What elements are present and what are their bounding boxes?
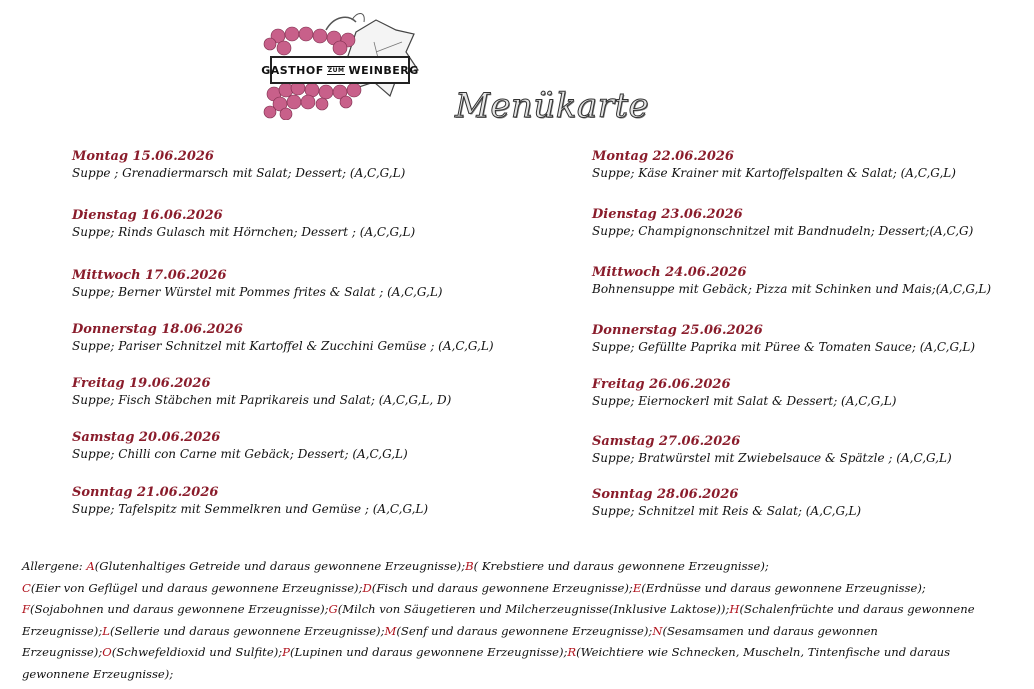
day-entry: [72, 148, 405, 182]
allergen-code: H: [729, 602, 740, 616]
day-name: Sonntag 21.06.2026: [72, 485, 219, 500]
logo-text-left: GASTHOF: [261, 63, 324, 77]
allergen-code: E: [632, 580, 642, 595]
day-entry: [592, 433, 952, 467]
allergen-code: L: [102, 623, 110, 638]
allergen-text: (Sellerie und daraus gewonnene Erzeugnisse);: [109, 623, 385, 638]
day-name: Montag 15.06.2026: [72, 149, 214, 164]
day-name: Samstag 20.06.2026: [72, 430, 221, 445]
day-entry: [592, 376, 896, 410]
allergen-text: ( Krebstiere und daraus gewonnene Erzeugnisse);: [473, 559, 769, 573]
day-entry: [72, 267, 442, 301]
day-menu: Suppe; Pariser Schnitzel mit Kartoffel & Zucchini Gemüse ; (A,C,G,L): [72, 339, 494, 353]
day-entry: [592, 148, 956, 182]
day-entry: [72, 429, 408, 463]
allergen-label: Allergene:: [22, 559, 87, 573]
day-name: Montag 22.06.2026: [592, 149, 734, 164]
page-title: Menükarte: [455, 86, 650, 126]
day-name: Freitag 26.06.2026: [592, 377, 731, 392]
logo-banner: [261, 56, 419, 84]
day-menu: Suppe ; Grenadiermarsch mit Salat; Dessert; (A,C,G,L): [72, 166, 406, 180]
allergen-text: (Erdnüsse und daraus gewonnene Erzeugnisse);: [641, 580, 926, 595]
logo-text-small: ZUM: [327, 66, 345, 74]
allergen-text: (Milch von Säugetieren und Milcherzeugnisse(Inklusive Laktose));: [337, 602, 730, 616]
day-name: Donnerstag 18.06.2026: [72, 322, 243, 337]
allergen-text: (Schwefeldioxid und Sulfite);: [111, 645, 283, 659]
allergen-code: G: [328, 602, 338, 616]
allergen-code: O: [102, 645, 112, 659]
day-entry: [592, 264, 991, 298]
logo-text-right: WEINBERG: [348, 63, 419, 77]
allergen-code: A: [86, 559, 95, 573]
allergen-code: D: [362, 580, 372, 595]
day-menu: Suppe; Fisch Stäbchen mit Paprikareis und Salat; (A,C,G,L, D): [72, 393, 452, 407]
allergen-code: B: [465, 559, 474, 573]
day-name: Samstag 27.06.2026: [592, 434, 741, 449]
day-menu: Suppe; Gefüllte Paprika mit Püree & Tomaten Sauce; (A,C,G,L): [592, 340, 976, 354]
day-menu: Suppe; Champignonschnitzel mit Bandnudeln; Dessert;(A,C,G): [592, 224, 974, 238]
day-name: Mittwoch 17.06.2026: [72, 268, 227, 283]
day-menu: Suppe; Bratwürstel mit Zwiebelsauce & Spätzle ; (A,C,G,L): [592, 451, 952, 465]
day-entry: [592, 486, 861, 520]
allergen-legend: [22, 556, 1012, 685]
day-menu: Suppe; Schnitzel mit Reis & Salat; (A,C,G,L): [592, 504, 862, 518]
day-name: Dienstag 23.06.2026: [592, 207, 743, 222]
allergen-code: C: [22, 580, 31, 595]
day-entry: [592, 322, 975, 356]
restaurant-logo: [256, 12, 424, 120]
day-menu: Bohnensuppe mit Gebäck; Pizza mit Schinken und Mais;(A,C,G,L): [592, 282, 992, 296]
day-menu: Suppe; Rinds Gulasch mit Hörnchen; Dessert ; (A,C,G,L): [72, 225, 416, 239]
allergen-text: (Fisch und daraus gewonnene Erzeugnisse);: [371, 580, 633, 595]
day-name: Mittwoch 24.06.2026: [592, 265, 747, 280]
allergen-text: (Senf und daraus gewonnene Erzeugnisse);: [396, 623, 653, 638]
day-menu: Suppe; Chilli con Carne mit Gebäck; Dessert; (A,C,G,L): [72, 447, 408, 461]
day-menu: Suppe; Tafelspitz mit Semmelkren und Gemüse ; (A,C,G,L): [72, 502, 429, 516]
day-menu: Suppe; Käse Krainer mit Kartoffelspalten & Salat; (A,C,G,L): [592, 166, 956, 180]
allergen-code: R: [567, 645, 577, 659]
day-entry: [72, 207, 415, 241]
day-menu: Suppe; Berner Würstel mit Pommes frites & Salat ; (A,C,G,L): [72, 285, 443, 299]
allergen-code: F: [22, 602, 31, 616]
day-name: Dienstag 16.06.2026: [72, 208, 223, 223]
allergen-text: (Weichtiere wie Schnecken, Muscheln, Tintenfische und daraus gewonnene Erzeugnisse);: [22, 645, 951, 681]
day-name: Sonntag 28.06.2026: [592, 487, 739, 502]
allergen-text: (Sojabohnen und daraus gewonnene Erzeugnisse);: [30, 602, 329, 616]
allergen-text: (Sesamsamen und daraus gewonnen Erzeugnisse);: [22, 623, 878, 659]
day-name: Freitag 19.06.2026: [72, 376, 211, 391]
allergen-text: (Glutenhaltiges Getreide und daraus gewonnene Erzeugnisse);: [94, 559, 466, 573]
allergen-code: M: [384, 623, 397, 638]
allergen-text: (Schalenfrüchte und daraus gewonnene Erzeugnisse);: [22, 602, 975, 638]
allergen-code: P: [282, 645, 290, 659]
day-entry: [72, 321, 494, 355]
day-entry: [72, 484, 428, 518]
day-menu: Suppe; Eiernockerl mit Salat & Dessert; (A,C,G,L): [592, 394, 897, 408]
allergen-code: N: [652, 623, 663, 638]
allergen-text: (Lupinen und daraus gewonnene Erzeugnisse);: [289, 645, 568, 659]
allergen-text: (Eier von Geflügel und daraus gewonnene Erzeugnisse);: [30, 580, 363, 595]
day-entry: [592, 206, 973, 240]
day-entry: [72, 375, 451, 409]
day-name: Donnerstag 25.06.2026: [592, 323, 763, 338]
